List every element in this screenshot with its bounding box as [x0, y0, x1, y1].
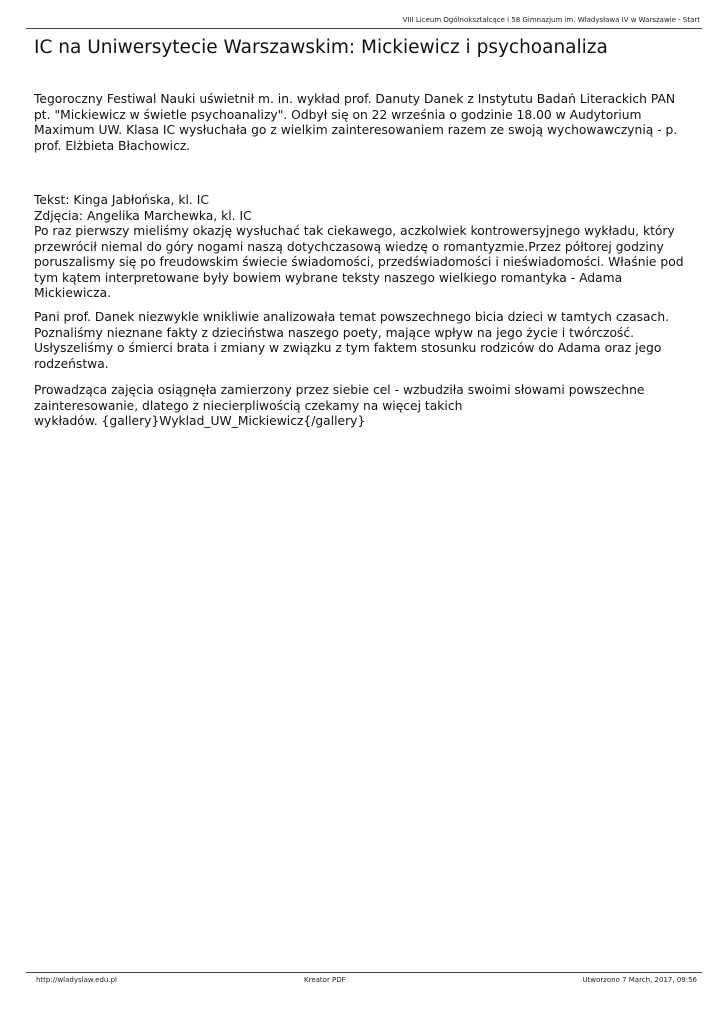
- body-line: Prowadząca zajęcia osiągnęła zamierzony przez siebie cel - wzbudziła swoimi słowami powszechne: [34, 383, 645, 397]
- body-line: poruszalismy się po freudowskim świecie świadomości, przedświadomości i nieświadomości. Właśnie pod: [34, 255, 684, 269]
- footer-generator: Kreator PDF: [304, 976, 346, 984]
- body-line: przewrócił niemal do góry nogami naszą dotychczasową wiedzę o romantyzmie.Przez półtorej godziny: [34, 239, 664, 254]
- credit-photo-author: Zdjęcia: Angelika Marchewka, kl. IC: [34, 208, 252, 223]
- body-line: wykładów. {gallery}Wyklad_UW_Mickiewicz{/gallery}: [34, 414, 366, 428]
- intro-line: Maximum UW. Klasa IC wysłuchała go z wielkim zainteresowaniem razem ze swoją wychowawczynią - p.: [34, 123, 678, 137]
- site-header: VIII Liceum Ogólnokształcące i 58 Gimnazjum im. Władysława IV w Warszawie - Start: [402, 16, 700, 24]
- footer-url: http://wladyslaw.edu.pl: [36, 976, 117, 984]
- intro-line: prof. Elżbieta Błachowicz.: [34, 138, 191, 153]
- body-line: Poznaliśmy nieznane fakty z dzieciństwa naszego poety, mające wpływ na jego życie i twórczość.: [34, 325, 635, 340]
- body-line: tym kątem interpretowane były bowiem wybrane teksty naszego wielkiego romantyka - Adama: [34, 270, 623, 285]
- body-line: Usłyszeliśmy o śmierci brata i zmiany w związku z tym faktem stosunku rodziców do Adama oraz jego: [34, 341, 662, 355]
- intro-line: pt. "Mickiewicz w świetle psychoanalizy". Odbył się on 22 września o godzinie 18.00 w Audytorium: [34, 107, 642, 122]
- header-divider: [26, 28, 702, 29]
- body-line: rodzeństwa.: [34, 356, 109, 371]
- credit-text-author: Tekst: Kinga Jabłońska, kl. IC: [34, 193, 209, 207]
- body-paragraph-3: [34, 383, 694, 430]
- footer-created-date: Utworzono 7 March, 2017, 09:56: [582, 976, 697, 984]
- body-line: Mickiewicza.: [34, 286, 112, 300]
- credits-and-body: [34, 193, 694, 302]
- intro-line: Tegoroczny Festiwal Nauki uświetnił m. in. wykład prof. Danuty Danek z Instytutu Badań Literackich PAN: [34, 92, 676, 106]
- footer-divider: [26, 972, 702, 973]
- intro-paragraph: [34, 92, 694, 154]
- body-line: Pani prof. Danek niezwykle wnikliwie analizowała temat powszechnego bicia dzieci w tamtych czasach.: [34, 310, 670, 324]
- body-line: Po raz pierwszy mieliśmy okazję wysłuchać tak ciekawego, aczkolwiek kontrowersyjnego wykładu, który: [34, 224, 675, 238]
- body-line: zainteresowanie, dlatego z niecierpliwością czekamy na więcej takich: [34, 398, 463, 413]
- page-title: IC na Uniwersytecie Warszawskim: Mickiewicz i psychoanaliza: [34, 37, 608, 58]
- body-paragraph-2: [34, 310, 694, 372]
